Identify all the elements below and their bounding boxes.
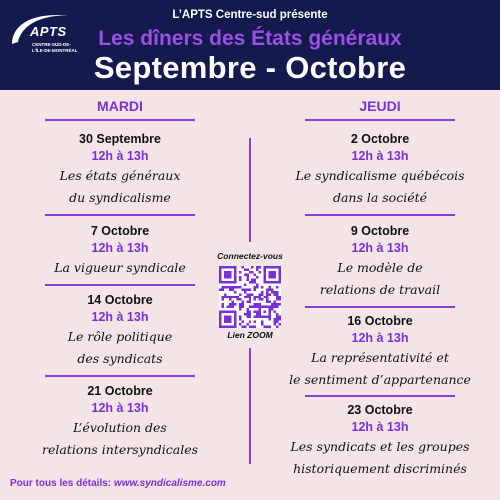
event-title: relations intersyndicales xyxy=(41,442,199,457)
qr-label-connect: Connectez-vous xyxy=(217,251,283,261)
center-divider xyxy=(249,348,251,464)
event-time: 12h à 13h xyxy=(351,420,409,434)
event-title: du syndicalisme xyxy=(69,190,171,205)
event-date: 9 Octobre xyxy=(350,224,410,238)
center-divider xyxy=(249,138,251,242)
event-date: 21 Octobre xyxy=(87,384,153,398)
event-title: Le modèle de xyxy=(337,260,423,275)
event-title: relations de travail xyxy=(319,282,441,297)
event-date: 2 Octobre xyxy=(350,132,410,146)
event-title: le sentiment d’appartenance xyxy=(289,372,471,387)
event-time: 12h à 13h xyxy=(91,401,149,415)
event-mardi-3 xyxy=(20,293,220,369)
divider xyxy=(45,119,195,121)
event-title: Le syndicalisme québécois xyxy=(295,168,465,183)
event-jeudi-4 xyxy=(280,403,480,479)
event-title: historiquement discriminés xyxy=(293,461,467,476)
qr-label-zoom: Lien ZOOM xyxy=(227,330,273,340)
website-link[interactable]: www.syndicalisme.com xyxy=(113,478,226,489)
event-time: 12h à 13h xyxy=(91,241,149,255)
event-time: 12h à 13h xyxy=(91,149,149,163)
event-date: 30 Septembre xyxy=(79,132,161,146)
event-date: 16 Octobre xyxy=(347,314,413,328)
footer-prefix: Pour tous les détails: xyxy=(10,478,112,489)
page-title: Les dîners des États généraux xyxy=(98,27,402,50)
logo-text: APTS xyxy=(30,24,67,39)
event-date: 7 Octobre xyxy=(90,224,150,238)
event-title: La représentativité et xyxy=(311,350,449,365)
divider xyxy=(45,284,195,286)
event-title: La vigueur syndicale xyxy=(54,260,186,275)
presents-text: L’APTS Centre-sud présente xyxy=(172,9,328,21)
day-header-jeudi: JEUDI xyxy=(359,98,401,114)
event-date: 14 Octobre xyxy=(87,293,153,307)
event-title: L’évolution des xyxy=(73,420,167,435)
logo-subtext: CENTRE-SUD-DE-L’ÎLE-DE-MONTRÉAL xyxy=(32,42,78,53)
divider xyxy=(305,214,455,216)
event-mardi-2 xyxy=(20,224,220,278)
event-time: 12h à 13h xyxy=(91,310,149,324)
event-mardi-1 xyxy=(20,132,220,208)
event-jeudi-3 xyxy=(280,314,480,390)
day-header-mardi: MARDI xyxy=(97,98,143,114)
event-jeudi-2 xyxy=(280,224,480,300)
divider xyxy=(305,119,455,121)
divider xyxy=(305,395,455,397)
divider xyxy=(45,375,195,377)
event-time: 12h à 13h xyxy=(351,331,409,345)
event-time: 12h à 13h xyxy=(351,241,409,255)
page-subtitle: Septembre - Octobre xyxy=(93,50,407,85)
event-mardi-4 xyxy=(20,384,220,460)
divider xyxy=(305,306,455,308)
event-date: 23 Octobre xyxy=(347,403,413,417)
header-banner xyxy=(0,0,500,90)
divider xyxy=(45,214,195,216)
event-title: des syndicats xyxy=(77,351,163,366)
event-title: Les syndicats et les groupes xyxy=(290,439,470,454)
event-title: Le rôle politique xyxy=(67,329,173,344)
event-title: Les états généraux xyxy=(59,168,181,183)
event-time: 12h à 13h xyxy=(351,149,409,163)
footer xyxy=(10,478,226,489)
event-jeudi-1 xyxy=(280,132,480,208)
zoom-qr-code[interactable] xyxy=(219,266,281,328)
event-title: dans la société xyxy=(332,190,428,205)
